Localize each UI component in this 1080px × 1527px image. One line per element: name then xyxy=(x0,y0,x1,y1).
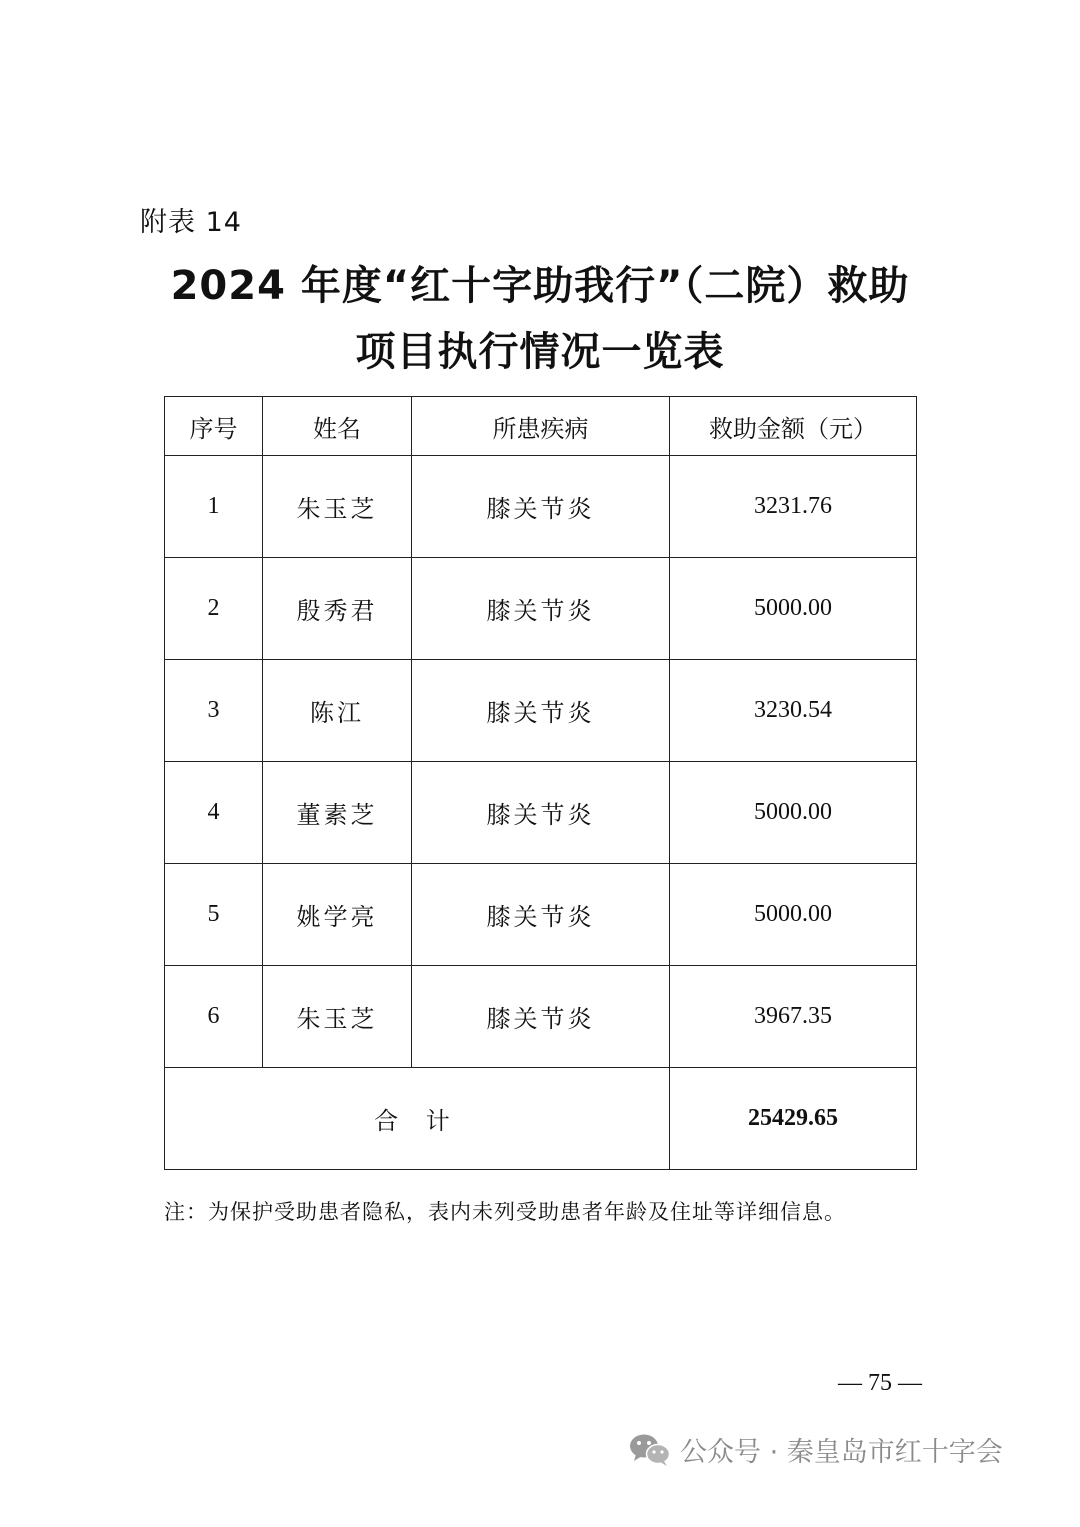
row-amount: 5000.00 xyxy=(670,864,917,966)
header-number: 序号 xyxy=(165,397,263,456)
row-number: 1 xyxy=(165,456,263,558)
row-name: 朱玉芝 xyxy=(263,456,412,558)
row-disease: 膝关节炎 xyxy=(412,966,670,1068)
row-disease: 膝关节炎 xyxy=(412,558,670,660)
table-row xyxy=(165,456,917,558)
table-row xyxy=(165,864,917,966)
row-disease: 膝关节炎 xyxy=(412,762,670,864)
wechat-icon xyxy=(628,1432,672,1468)
row-amount: 3967.35 xyxy=(670,966,917,1068)
appendix-label: 附表 14 xyxy=(140,207,242,238)
table-header-row xyxy=(165,397,917,456)
row-name: 殷秀君 xyxy=(263,558,412,660)
aid-table xyxy=(164,396,917,1170)
page-number: — 75 — xyxy=(838,1370,922,1396)
privacy-note: 注：为保护受助患者隐私，表内未列受助患者年龄及住址等详细信息。 xyxy=(164,1200,846,1224)
row-amount: 3231.76 xyxy=(670,456,917,558)
title-line-1: 2024 年度“红十字助我行”（二院）救助 xyxy=(170,263,910,309)
total-label: 合 计 xyxy=(165,1068,670,1170)
row-number: 5 xyxy=(165,864,263,966)
total-amount: 25429.65 xyxy=(670,1068,917,1170)
watermark xyxy=(628,1430,1003,1469)
row-number: 3 xyxy=(165,660,263,762)
row-disease: 膝关节炎 xyxy=(412,660,670,762)
row-name: 陈江 xyxy=(263,660,412,762)
row-number: 2 xyxy=(165,558,263,660)
table-row xyxy=(165,558,917,660)
header-disease: 所患疾病 xyxy=(412,397,670,456)
table-total-row xyxy=(165,1068,917,1170)
row-number: 4 xyxy=(165,762,263,864)
row-name: 董素芝 xyxy=(263,762,412,864)
header-amount: 救助金额（元） xyxy=(670,397,917,456)
table-row xyxy=(165,966,917,1068)
row-amount: 5000.00 xyxy=(670,558,917,660)
row-name: 姚学亮 xyxy=(263,864,412,966)
title-line-2: 项目执行情况一览表 xyxy=(355,329,725,375)
watermark-text: 公众号 · 秦皇岛市红十字会 xyxy=(680,1437,1003,1468)
row-number: 6 xyxy=(165,966,263,1068)
row-name: 朱玉芝 xyxy=(263,966,412,1068)
row-amount: 5000.00 xyxy=(670,762,917,864)
row-amount: 3230.54 xyxy=(670,660,917,762)
row-disease: 膝关节炎 xyxy=(412,864,670,966)
row-disease: 膝关节炎 xyxy=(412,456,670,558)
table-row xyxy=(165,762,917,864)
table-row xyxy=(165,660,917,762)
header-name: 姓名 xyxy=(263,397,412,456)
